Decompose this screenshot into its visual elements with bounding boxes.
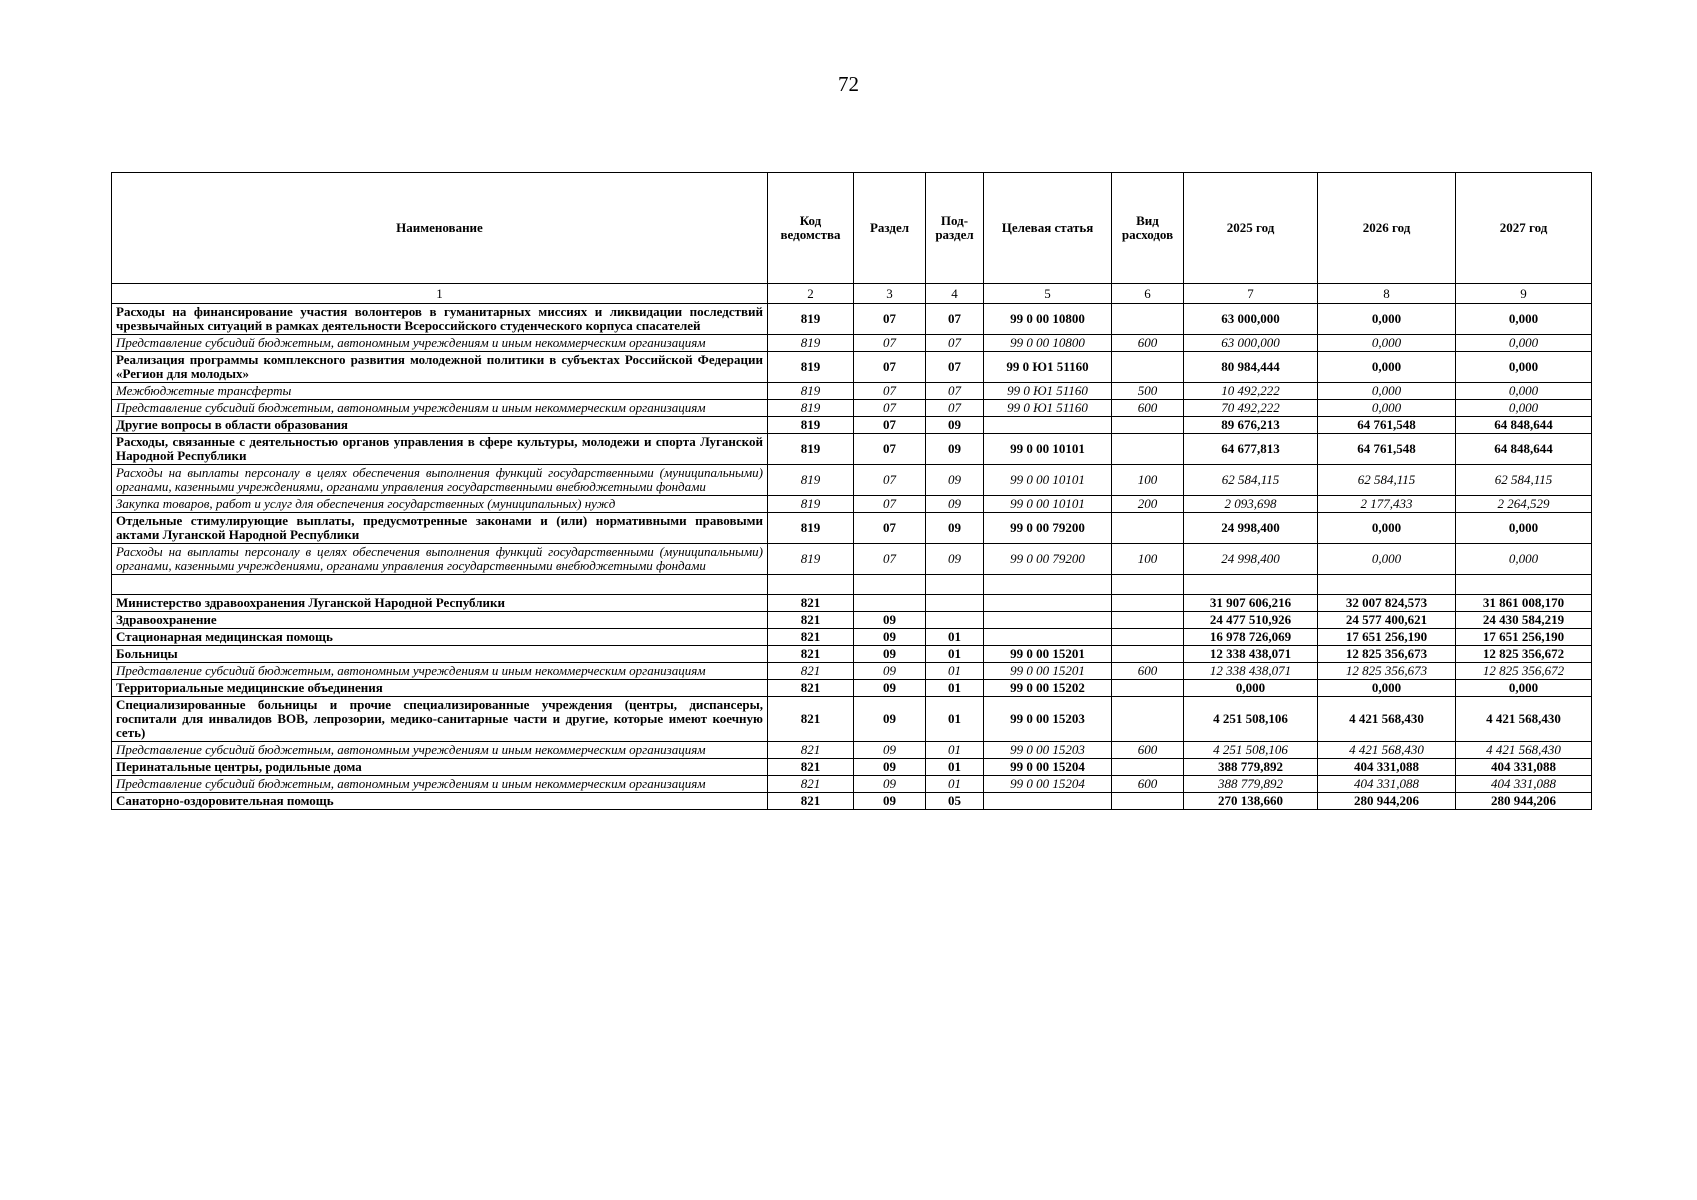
table-row xyxy=(112,680,1592,697)
amount-2025-cell: 24 998,400 xyxy=(1184,513,1318,544)
subsection-cell: 09 xyxy=(926,434,984,465)
section-cell: 09 xyxy=(854,663,926,680)
dept-code-cell: 821 xyxy=(768,697,854,742)
amount-2027-cell: 62 584,115 xyxy=(1456,465,1592,496)
amount-2026-cell: 0,000 xyxy=(1318,400,1456,417)
target-article-cell xyxy=(984,629,1112,646)
dept-code-cell: 819 xyxy=(768,400,854,417)
amount-2025-cell: 388 779,892 xyxy=(1184,759,1318,776)
page-number: 72 xyxy=(838,72,859,96)
amount-2026-cell: 280 944,206 xyxy=(1318,793,1456,810)
expense-type-cell: 600 xyxy=(1112,400,1184,417)
expense-type-cell xyxy=(1112,759,1184,776)
subsection-cell: 07 xyxy=(926,352,984,383)
target-article-cell xyxy=(984,417,1112,434)
header-year-2026: 2026 год xyxy=(1318,173,1456,284)
row-name: Специализированные больницы и прочие специализированные учреждения (центры, диспансеры, госпитали для инвалидов ВОВ, лепрозории, медико-санитарные части и другие, которые имеют коечную сеть) xyxy=(112,697,768,742)
column-number: 3 xyxy=(854,284,926,304)
amount-2027-cell: 64 848,644 xyxy=(1456,417,1592,434)
expense-type-cell xyxy=(1112,417,1184,434)
subsection-cell xyxy=(926,595,984,612)
amount-2027-cell: 0,000 xyxy=(1456,400,1592,417)
target-article-cell: 99 0 00 15203 xyxy=(984,697,1112,742)
expense-type-cell xyxy=(1112,680,1184,697)
amount-2027-cell xyxy=(1456,575,1592,595)
amount-2027-cell: 31 861 008,170 xyxy=(1456,595,1592,612)
subsection-cell: 09 xyxy=(926,513,984,544)
dept-code-cell: 821 xyxy=(768,663,854,680)
table-row xyxy=(112,629,1592,646)
dept-code-cell: 821 xyxy=(768,612,854,629)
target-article-cell: 99 0 00 15202 xyxy=(984,680,1112,697)
amount-2026-cell: 404 331,088 xyxy=(1318,776,1456,793)
amount-2026-cell: 2 177,433 xyxy=(1318,496,1456,513)
expense-type-cell xyxy=(1112,697,1184,742)
amount-2027-cell: 404 331,088 xyxy=(1456,759,1592,776)
amount-2025-cell: 0,000 xyxy=(1184,680,1318,697)
budget-table xyxy=(111,172,1592,810)
amount-2025-cell: 89 676,213 xyxy=(1184,417,1318,434)
amount-2027-cell: 0,000 xyxy=(1456,513,1592,544)
column-numbers-row xyxy=(112,284,1592,304)
header-section: Раздел xyxy=(854,173,926,284)
column-number: 9 xyxy=(1456,284,1592,304)
dept-code-cell: 819 xyxy=(768,513,854,544)
subsection-cell: 01 xyxy=(926,697,984,742)
row-name: Представление субсидий бюджетным, автономным учреждениям и иным некоммерческим организациям xyxy=(112,776,768,793)
dept-code-cell: 821 xyxy=(768,776,854,793)
dept-code-cell: 821 xyxy=(768,759,854,776)
expense-type-cell xyxy=(1112,612,1184,629)
amount-2025-cell xyxy=(1184,575,1318,595)
amount-2026-cell xyxy=(1318,575,1456,595)
amount-2027-cell: 64 848,644 xyxy=(1456,434,1592,465)
section-cell: 07 xyxy=(854,496,926,513)
section-cell: 09 xyxy=(854,629,926,646)
table-row xyxy=(112,776,1592,793)
table-row xyxy=(112,335,1592,352)
table-row xyxy=(112,697,1592,742)
amount-2025-cell: 63 000,000 xyxy=(1184,304,1318,335)
subsection-cell: 01 xyxy=(926,663,984,680)
target-article-cell xyxy=(984,575,1112,595)
table-row xyxy=(112,417,1592,434)
row-name: Представление субсидий бюджетным, автономным учреждениям и иным некоммерческим организациям xyxy=(112,335,768,352)
amount-2027-cell: 280 944,206 xyxy=(1456,793,1592,810)
column-number: 4 xyxy=(926,284,984,304)
target-article-cell xyxy=(984,612,1112,629)
subsection-cell: 05 xyxy=(926,793,984,810)
row-name: Санаторно-оздоровительная помощь xyxy=(112,793,768,810)
subsection-cell: 01 xyxy=(926,759,984,776)
amount-2027-cell: 0,000 xyxy=(1456,544,1592,575)
amount-2027-cell: 2 264,529 xyxy=(1456,496,1592,513)
table-row xyxy=(112,612,1592,629)
dept-code-cell: 821 xyxy=(768,793,854,810)
section-cell: 09 xyxy=(854,776,926,793)
section-cell: 07 xyxy=(854,352,926,383)
section-cell: 09 xyxy=(854,680,926,697)
target-article-cell: 99 0 00 10101 xyxy=(984,434,1112,465)
amount-2027-cell: 0,000 xyxy=(1456,352,1592,383)
subsection-cell: 07 xyxy=(926,335,984,352)
subsection-cell: 09 xyxy=(926,544,984,575)
row-name: Межбюджетные трансферты xyxy=(112,383,768,400)
expense-type-cell xyxy=(1112,434,1184,465)
row-name: Расходы, связанные с деятельностью органов управления в сфере культуры, молодежи и спорта Луганской Народной Республики xyxy=(112,434,768,465)
amount-2026-cell: 64 761,548 xyxy=(1318,417,1456,434)
dept-code-cell: 819 xyxy=(768,417,854,434)
amount-2025-cell: 2 093,698 xyxy=(1184,496,1318,513)
header-expense-type: Вид расходов xyxy=(1112,173,1184,284)
amount-2025-cell: 64 677,813 xyxy=(1184,434,1318,465)
target-article-cell xyxy=(984,595,1112,612)
section-cell: 07 xyxy=(854,417,926,434)
row-name: Стационарная медицинская помощь xyxy=(112,629,768,646)
table-body xyxy=(112,304,1592,810)
target-article-cell: 99 0 00 15204 xyxy=(984,776,1112,793)
amount-2027-cell: 0,000 xyxy=(1456,335,1592,352)
dept-code-cell: 819 xyxy=(768,544,854,575)
amount-2025-cell: 16 978 726,069 xyxy=(1184,629,1318,646)
dept-code-cell: 819 xyxy=(768,352,854,383)
section-cell: 09 xyxy=(854,742,926,759)
expense-type-cell: 100 xyxy=(1112,465,1184,496)
table-row xyxy=(112,646,1592,663)
amount-2025-cell: 63 000,000 xyxy=(1184,335,1318,352)
dept-code-cell: 821 xyxy=(768,680,854,697)
section-cell: 09 xyxy=(854,759,926,776)
dept-code-cell: 819 xyxy=(768,465,854,496)
target-article-cell: 99 0 00 15203 xyxy=(984,742,1112,759)
section-cell: 07 xyxy=(854,400,926,417)
column-number: 5 xyxy=(984,284,1112,304)
expense-type-cell: 200 xyxy=(1112,496,1184,513)
expense-type-cell xyxy=(1112,304,1184,335)
table-row xyxy=(112,575,1592,595)
amount-2025-cell: 4 251 508,106 xyxy=(1184,742,1318,759)
dept-code-cell: 819 xyxy=(768,304,854,335)
amount-2025-cell: 12 338 438,071 xyxy=(1184,663,1318,680)
target-article-cell: 99 0 Ю1 51160 xyxy=(984,352,1112,383)
section-cell: 07 xyxy=(854,513,926,544)
table-row xyxy=(112,742,1592,759)
target-article-cell: 99 0 00 10101 xyxy=(984,496,1112,513)
amount-2026-cell: 4 421 568,430 xyxy=(1318,697,1456,742)
section-cell: 07 xyxy=(854,544,926,575)
dept-code-cell: 819 xyxy=(768,496,854,513)
dept-code-cell: 821 xyxy=(768,629,854,646)
amount-2027-cell: 12 825 356,672 xyxy=(1456,646,1592,663)
section-cell: 07 xyxy=(854,465,926,496)
amount-2026-cell: 0,000 xyxy=(1318,544,1456,575)
table-row xyxy=(112,434,1592,465)
amount-2025-cell: 12 338 438,071 xyxy=(1184,646,1318,663)
amount-2025-cell: 270 138,660 xyxy=(1184,793,1318,810)
target-article-cell: 99 0 00 15201 xyxy=(984,663,1112,680)
subsection-cell: 07 xyxy=(926,304,984,335)
amount-2027-cell: 4 421 568,430 xyxy=(1456,697,1592,742)
table-row xyxy=(112,544,1592,575)
section-cell: 07 xyxy=(854,304,926,335)
section-cell: 07 xyxy=(854,335,926,352)
amount-2025-cell: 62 584,115 xyxy=(1184,465,1318,496)
target-article-cell: 99 0 Ю1 51160 xyxy=(984,400,1112,417)
dept-code-cell: 821 xyxy=(768,742,854,759)
row-name xyxy=(112,575,768,595)
amount-2026-cell: 4 421 568,430 xyxy=(1318,742,1456,759)
dept-code-cell: 819 xyxy=(768,383,854,400)
amount-2026-cell: 0,000 xyxy=(1318,352,1456,383)
amount-2025-cell: 80 984,444 xyxy=(1184,352,1318,383)
target-article-cell: 99 0 00 15204 xyxy=(984,759,1112,776)
column-number: 7 xyxy=(1184,284,1318,304)
section-cell: 07 xyxy=(854,434,926,465)
expense-type-cell xyxy=(1112,646,1184,663)
target-article-cell: 99 0 00 10800 xyxy=(984,304,1112,335)
amount-2026-cell: 64 761,548 xyxy=(1318,434,1456,465)
dept-code-cell: 819 xyxy=(768,434,854,465)
amount-2026-cell: 17 651 256,190 xyxy=(1318,629,1456,646)
expense-type-cell xyxy=(1112,513,1184,544)
amount-2026-cell: 12 825 356,673 xyxy=(1318,663,1456,680)
table-row xyxy=(112,400,1592,417)
expense-type-cell xyxy=(1112,793,1184,810)
table-row xyxy=(112,663,1592,680)
section-cell: 07 xyxy=(854,383,926,400)
amount-2026-cell: 0,000 xyxy=(1318,335,1456,352)
amount-2027-cell: 24 430 584,219 xyxy=(1456,612,1592,629)
amount-2025-cell: 70 492,222 xyxy=(1184,400,1318,417)
row-name: Территориальные медицинские объединения xyxy=(112,680,768,697)
row-name: Министерство здравоохранения Луганской Народной Республики xyxy=(112,595,768,612)
section-cell: 09 xyxy=(854,612,926,629)
row-name: Представление субсидий бюджетным, автономным учреждениям и иным некоммерческим организациям xyxy=(112,742,768,759)
expense-type-cell xyxy=(1112,575,1184,595)
amount-2026-cell: 0,000 xyxy=(1318,383,1456,400)
dept-code-cell: 821 xyxy=(768,595,854,612)
row-name: Другие вопросы в области образования xyxy=(112,417,768,434)
subsection-cell xyxy=(926,612,984,629)
amount-2027-cell: 0,000 xyxy=(1456,680,1592,697)
column-number: 6 xyxy=(1112,284,1184,304)
amount-2026-cell: 0,000 xyxy=(1318,680,1456,697)
subsection-cell: 01 xyxy=(926,646,984,663)
subsection-cell: 07 xyxy=(926,400,984,417)
column-number: 2 xyxy=(768,284,854,304)
amount-2026-cell: 0,000 xyxy=(1318,304,1456,335)
target-article-cell: 99 0 00 15201 xyxy=(984,646,1112,663)
amount-2025-cell: 24 998,400 xyxy=(1184,544,1318,575)
header-year-2025: 2025 год xyxy=(1184,173,1318,284)
subsection-cell: 09 xyxy=(926,496,984,513)
target-article-cell: 99 0 Ю1 51160 xyxy=(984,383,1112,400)
header-dept-code: Код ведомства xyxy=(768,173,854,284)
row-name: Расходы на финансирование участия волонтеров в гуманитарных миссиях и ликвидации последствий чрезвычайных ситуаций в рамках деятельности Всероссийского студенческого корпуса спасателей xyxy=(112,304,768,335)
amount-2026-cell: 32 007 824,573 xyxy=(1318,595,1456,612)
expense-type-cell: 100 xyxy=(1112,544,1184,575)
amount-2025-cell: 31 907 606,216 xyxy=(1184,595,1318,612)
amount-2025-cell: 10 492,222 xyxy=(1184,383,1318,400)
expense-type-cell: 600 xyxy=(1112,335,1184,352)
row-name: Перинатальные центры, родильные дома xyxy=(112,759,768,776)
expense-type-cell xyxy=(1112,595,1184,612)
target-article-cell xyxy=(984,793,1112,810)
column-number: 1 xyxy=(112,284,768,304)
table-row xyxy=(112,383,1592,400)
expense-type-cell: 600 xyxy=(1112,742,1184,759)
amount-2025-cell: 388 779,892 xyxy=(1184,776,1318,793)
amount-2026-cell: 24 577 400,621 xyxy=(1318,612,1456,629)
section-cell xyxy=(854,575,926,595)
amount-2027-cell: 4 421 568,430 xyxy=(1456,742,1592,759)
amount-2025-cell: 4 251 508,106 xyxy=(1184,697,1318,742)
row-name: Больницы xyxy=(112,646,768,663)
row-name: Реализация программы комплексного развития молодежной политики в субъектах Российской Федерации «Регион для молодых» xyxy=(112,352,768,383)
table-row xyxy=(112,465,1592,496)
header-row xyxy=(112,173,1592,284)
amount-2026-cell: 12 825 356,673 xyxy=(1318,646,1456,663)
amount-2025-cell: 24 477 510,926 xyxy=(1184,612,1318,629)
header-target-article: Целевая статья xyxy=(984,173,1112,284)
header-year-2027: 2027 год xyxy=(1456,173,1592,284)
target-article-cell: 99 0 00 79200 xyxy=(984,544,1112,575)
target-article-cell: 99 0 00 10800 xyxy=(984,335,1112,352)
row-name: Отдельные стимулирующие выплаты, предусмотренные законами и (или) нормативными правовыми актами Луганской Народной Республики xyxy=(112,513,768,544)
expense-type-cell xyxy=(1112,352,1184,383)
row-name: Расходы на выплаты персоналу в целях обеспечения выполнения функций государственными (муниципальными) органами, казенными учреждениями, органами управления государственными внебюджетными фондами xyxy=(112,465,768,496)
column-number: 8 xyxy=(1318,284,1456,304)
header-subsection: Под- раздел xyxy=(926,173,984,284)
target-article-cell: 99 0 00 10101 xyxy=(984,465,1112,496)
subsection-cell xyxy=(926,575,984,595)
header-name: Наименование xyxy=(112,173,768,284)
dept-code-cell: 819 xyxy=(768,335,854,352)
amount-2027-cell: 12 825 356,672 xyxy=(1456,663,1592,680)
table-row xyxy=(112,352,1592,383)
row-name: Расходы на выплаты персоналу в целях обеспечения выполнения функций государственными (муниципальными) органами, казенными учреждениями, органами управления государственными внебюджетными фондами xyxy=(112,544,768,575)
row-name: Здравоохранение xyxy=(112,612,768,629)
amount-2027-cell: 17 651 256,190 xyxy=(1456,629,1592,646)
subsection-cell: 09 xyxy=(926,417,984,434)
amount-2027-cell: 0,000 xyxy=(1456,383,1592,400)
expense-type-cell xyxy=(1112,629,1184,646)
amount-2027-cell: 0,000 xyxy=(1456,304,1592,335)
amount-2026-cell: 62 584,115 xyxy=(1318,465,1456,496)
section-cell xyxy=(854,595,926,612)
subsection-cell: 07 xyxy=(926,383,984,400)
section-cell: 09 xyxy=(854,793,926,810)
table-row xyxy=(112,513,1592,544)
table-row xyxy=(112,496,1592,513)
table-row xyxy=(112,595,1592,612)
subsection-cell: 01 xyxy=(926,680,984,697)
subsection-cell: 09 xyxy=(926,465,984,496)
row-name: Представление субсидий бюджетным, автономным учреждениям и иным некоммерческим организациям xyxy=(112,400,768,417)
dept-code-cell xyxy=(768,575,854,595)
table-row xyxy=(112,793,1592,810)
amount-2026-cell: 404 331,088 xyxy=(1318,759,1456,776)
section-cell: 09 xyxy=(854,646,926,663)
subsection-cell: 01 xyxy=(926,742,984,759)
subsection-cell: 01 xyxy=(926,776,984,793)
subsection-cell: 01 xyxy=(926,629,984,646)
target-article-cell: 99 0 00 79200 xyxy=(984,513,1112,544)
expense-type-cell: 600 xyxy=(1112,663,1184,680)
table-row xyxy=(112,304,1592,335)
expense-type-cell: 600 xyxy=(1112,776,1184,793)
dept-code-cell: 821 xyxy=(768,646,854,663)
section-cell: 09 xyxy=(854,697,926,742)
amount-2027-cell: 404 331,088 xyxy=(1456,776,1592,793)
row-name: Закупка товаров, работ и услуг для обеспечения государственных (муниципальных) нужд xyxy=(112,496,768,513)
table-row xyxy=(112,759,1592,776)
row-name: Представление субсидий бюджетным, автономным учреждениям и иным некоммерческим организациям xyxy=(112,663,768,680)
expense-type-cell: 500 xyxy=(1112,383,1184,400)
amount-2026-cell: 0,000 xyxy=(1318,513,1456,544)
